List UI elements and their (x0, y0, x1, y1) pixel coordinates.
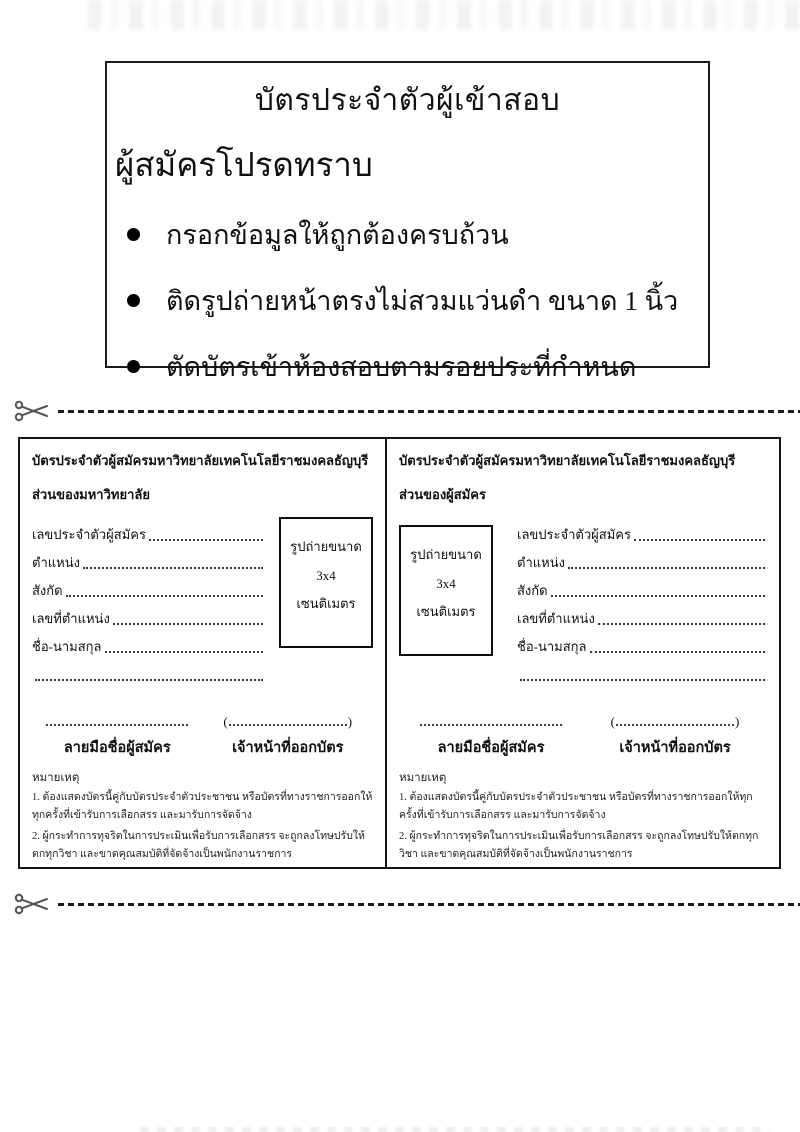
applicant-signature-block (32, 713, 203, 759)
faded-print-artifact-bottom (140, 1127, 770, 1132)
note-item: 1. ต้องแสดงบัตรนี้คู่กับบัตรประจำตัวประชาชน หรือบัตรที่ทางราชการออกให้ทุกครั้งที่เข้ารับการเลือกสรร และมารับการจัดจ้าง (32, 792, 373, 822)
dotted-blank (105, 651, 264, 653)
field-position-number (517, 601, 767, 629)
dotted-blank (229, 714, 347, 726)
applicant-signature-block (399, 713, 583, 759)
note-item: 1. ต้องแสดงบัตรนี้คู่กับบัตรประจำตัวประชาชน หรือบัตรที่ทางราชการออกให้ทุกครั้งที่เข้ารับการเลือกสรร และมารับการจัดจ้าง (399, 792, 753, 822)
officer-signature-label: เจ้าหน้าที่ออกบัตร (619, 740, 731, 756)
field-applicant-number (517, 517, 767, 545)
field-label: ตำแหน่ง (32, 555, 80, 570)
dotted-blank (66, 595, 263, 597)
card-applicant-copy (387, 439, 779, 867)
dotted-blank (149, 539, 263, 541)
dotted-blank (113, 623, 263, 625)
paren-close: ) (347, 714, 353, 729)
paren-open: ( (610, 714, 615, 729)
dotted-blank (598, 623, 765, 625)
notes-section (399, 769, 767, 865)
field-label: เลขที่ตำแหน่ง (517, 611, 595, 626)
signature-row (32, 713, 373, 759)
field-full-name (32, 629, 265, 657)
field-position (517, 545, 767, 573)
bullet-dot-icon (127, 360, 140, 373)
officer-signature-block (583, 713, 767, 759)
photo-box-size: 3x4 (316, 567, 336, 583)
field-label: เลขประจำตัวผู้สมัคร (517, 527, 631, 542)
dotted-blank (35, 679, 263, 681)
dotted-blank (568, 567, 765, 569)
dotted-blank (616, 714, 734, 726)
faded-print-artifact-top (88, 0, 800, 30)
card-university-copy (20, 439, 387, 867)
field-affiliation (517, 573, 767, 601)
field-label: ตำแหน่ง (517, 555, 565, 570)
officer-signature-label: เจ้าหน้าที่ออกบัตร (232, 740, 344, 756)
field-label: ชื่อ-นามสกุล (517, 639, 587, 654)
id-cards-table (18, 437, 781, 869)
notice-title: บัตรประจำตัวผู้เข้าสอบ (254, 84, 561, 117)
scissors-icon (14, 892, 50, 916)
photo-box-unit: เซนติเมตร (296, 596, 356, 612)
notice-bullet (127, 345, 698, 388)
bullet-dot-icon (127, 228, 140, 241)
card-fields (32, 517, 265, 685)
dashed-cut-rule (58, 410, 800, 413)
card-section-label: ส่วนของมหาวิทยาลัย (32, 487, 150, 502)
notice-bullet-text: ตัดบัตรเข้าห้องสอบตามรอยประที่กำหนด (166, 352, 637, 382)
dashed-cut-rule (58, 903, 800, 906)
photo-box (279, 517, 373, 648)
note-item: 2. ผู้กระทำการทุจริตในการประเมินเพื่อรับการเลือกสรร จะถูกลงโทษปรับให้ตกทุกวิชา และขาดคุณสมบัติที่จัดจ้างเป็นพนักงานราชการ (399, 830, 759, 861)
paren-open: ( (223, 714, 228, 729)
field-applicant-number (32, 517, 265, 545)
notice-bullet (127, 213, 698, 256)
card-fields (517, 517, 767, 685)
card-title: บัตรประจำตัวผู้สมัครมหาวิทยาลัยเทคโนโลยีราชมงคลธัญบุรี (399, 453, 736, 468)
notice-bullet (127, 279, 698, 322)
signature-dotted-line (46, 714, 188, 726)
notice-bullet-text: กรอกข้อมูลให้ถูกต้องครบถ้วน (166, 220, 509, 250)
note-item: 2. ผู้กระทำการทุจริตในการประเมินเพื่อรับการเลือกสรร จะถูกลงโทษปรับให้ตกทุกวิชา และขาดคุณสมบัติที่จัดจ้างเป็นพนักงานราชการ (32, 830, 365, 861)
field-label: เลขที่ตำแหน่ง (32, 611, 110, 626)
cut-line-bottom (14, 891, 800, 917)
photo-box (399, 525, 493, 656)
photo-box-size: 3x4 (436, 575, 456, 591)
photo-box-unit: เซนติเมตร (416, 604, 476, 620)
notes-section (32, 769, 373, 865)
cut-line-top (14, 398, 800, 424)
notice-bullet-text: ติดรูปถ่ายหน้าตรงไม่สวมแว่นดำ ขนาด 1 นิ้ว (166, 286, 679, 316)
card-body (32, 517, 373, 685)
exam-notice-box (105, 61, 710, 382)
field-position (32, 545, 265, 573)
card-section-label: ส่วนของผู้สมัคร (399, 487, 486, 502)
officer-name-line (611, 714, 740, 729)
dotted-blank (551, 595, 765, 597)
officer-name-line (223, 714, 352, 729)
dotted-blank (83, 567, 263, 569)
signature-dotted-line (420, 714, 562, 726)
scissors-icon (14, 399, 50, 423)
photo-box-text: รูปถ่ายขนาด (290, 539, 362, 554)
field-extra-line (32, 657, 265, 685)
notes-heading: หมายเหตุ (399, 772, 447, 784)
applicant-signature-label: ลายมือชื่อผู้สมัคร (437, 740, 545, 756)
notes-heading: หมายเหตุ (32, 772, 80, 784)
field-label: สังกัด (517, 583, 548, 598)
dotted-blank (590, 651, 766, 653)
bullet-dot-icon (127, 294, 140, 307)
field-position-number (32, 601, 265, 629)
dotted-blank (634, 539, 765, 541)
field-label: ชื่อ-นามสกุล (32, 639, 102, 654)
field-affiliation (32, 573, 265, 601)
field-full-name (517, 629, 767, 657)
paren-close: ) (735, 714, 740, 729)
officer-signature-block (203, 713, 374, 759)
field-extra-line (517, 657, 767, 685)
signature-row (399, 713, 767, 759)
field-label: สังกัด (32, 583, 63, 598)
card-body (399, 517, 767, 685)
notice-subtitle: ผู้สมัครโปรดทราบ (115, 148, 373, 184)
notice-bullet-list (107, 213, 708, 388)
card-title: บัตรประจำตัวผู้สมัครมหาวิทยาลัยเทคโนโลยีราชมงคลธัญบุรี (32, 453, 369, 468)
applicant-signature-label: ลายมือชื่อผู้สมัคร (63, 740, 171, 756)
photo-box-text: รูปถ่ายขนาด (410, 547, 482, 562)
field-label: เลขประจำตัวผู้สมัคร (32, 527, 146, 542)
dotted-blank (520, 679, 765, 681)
